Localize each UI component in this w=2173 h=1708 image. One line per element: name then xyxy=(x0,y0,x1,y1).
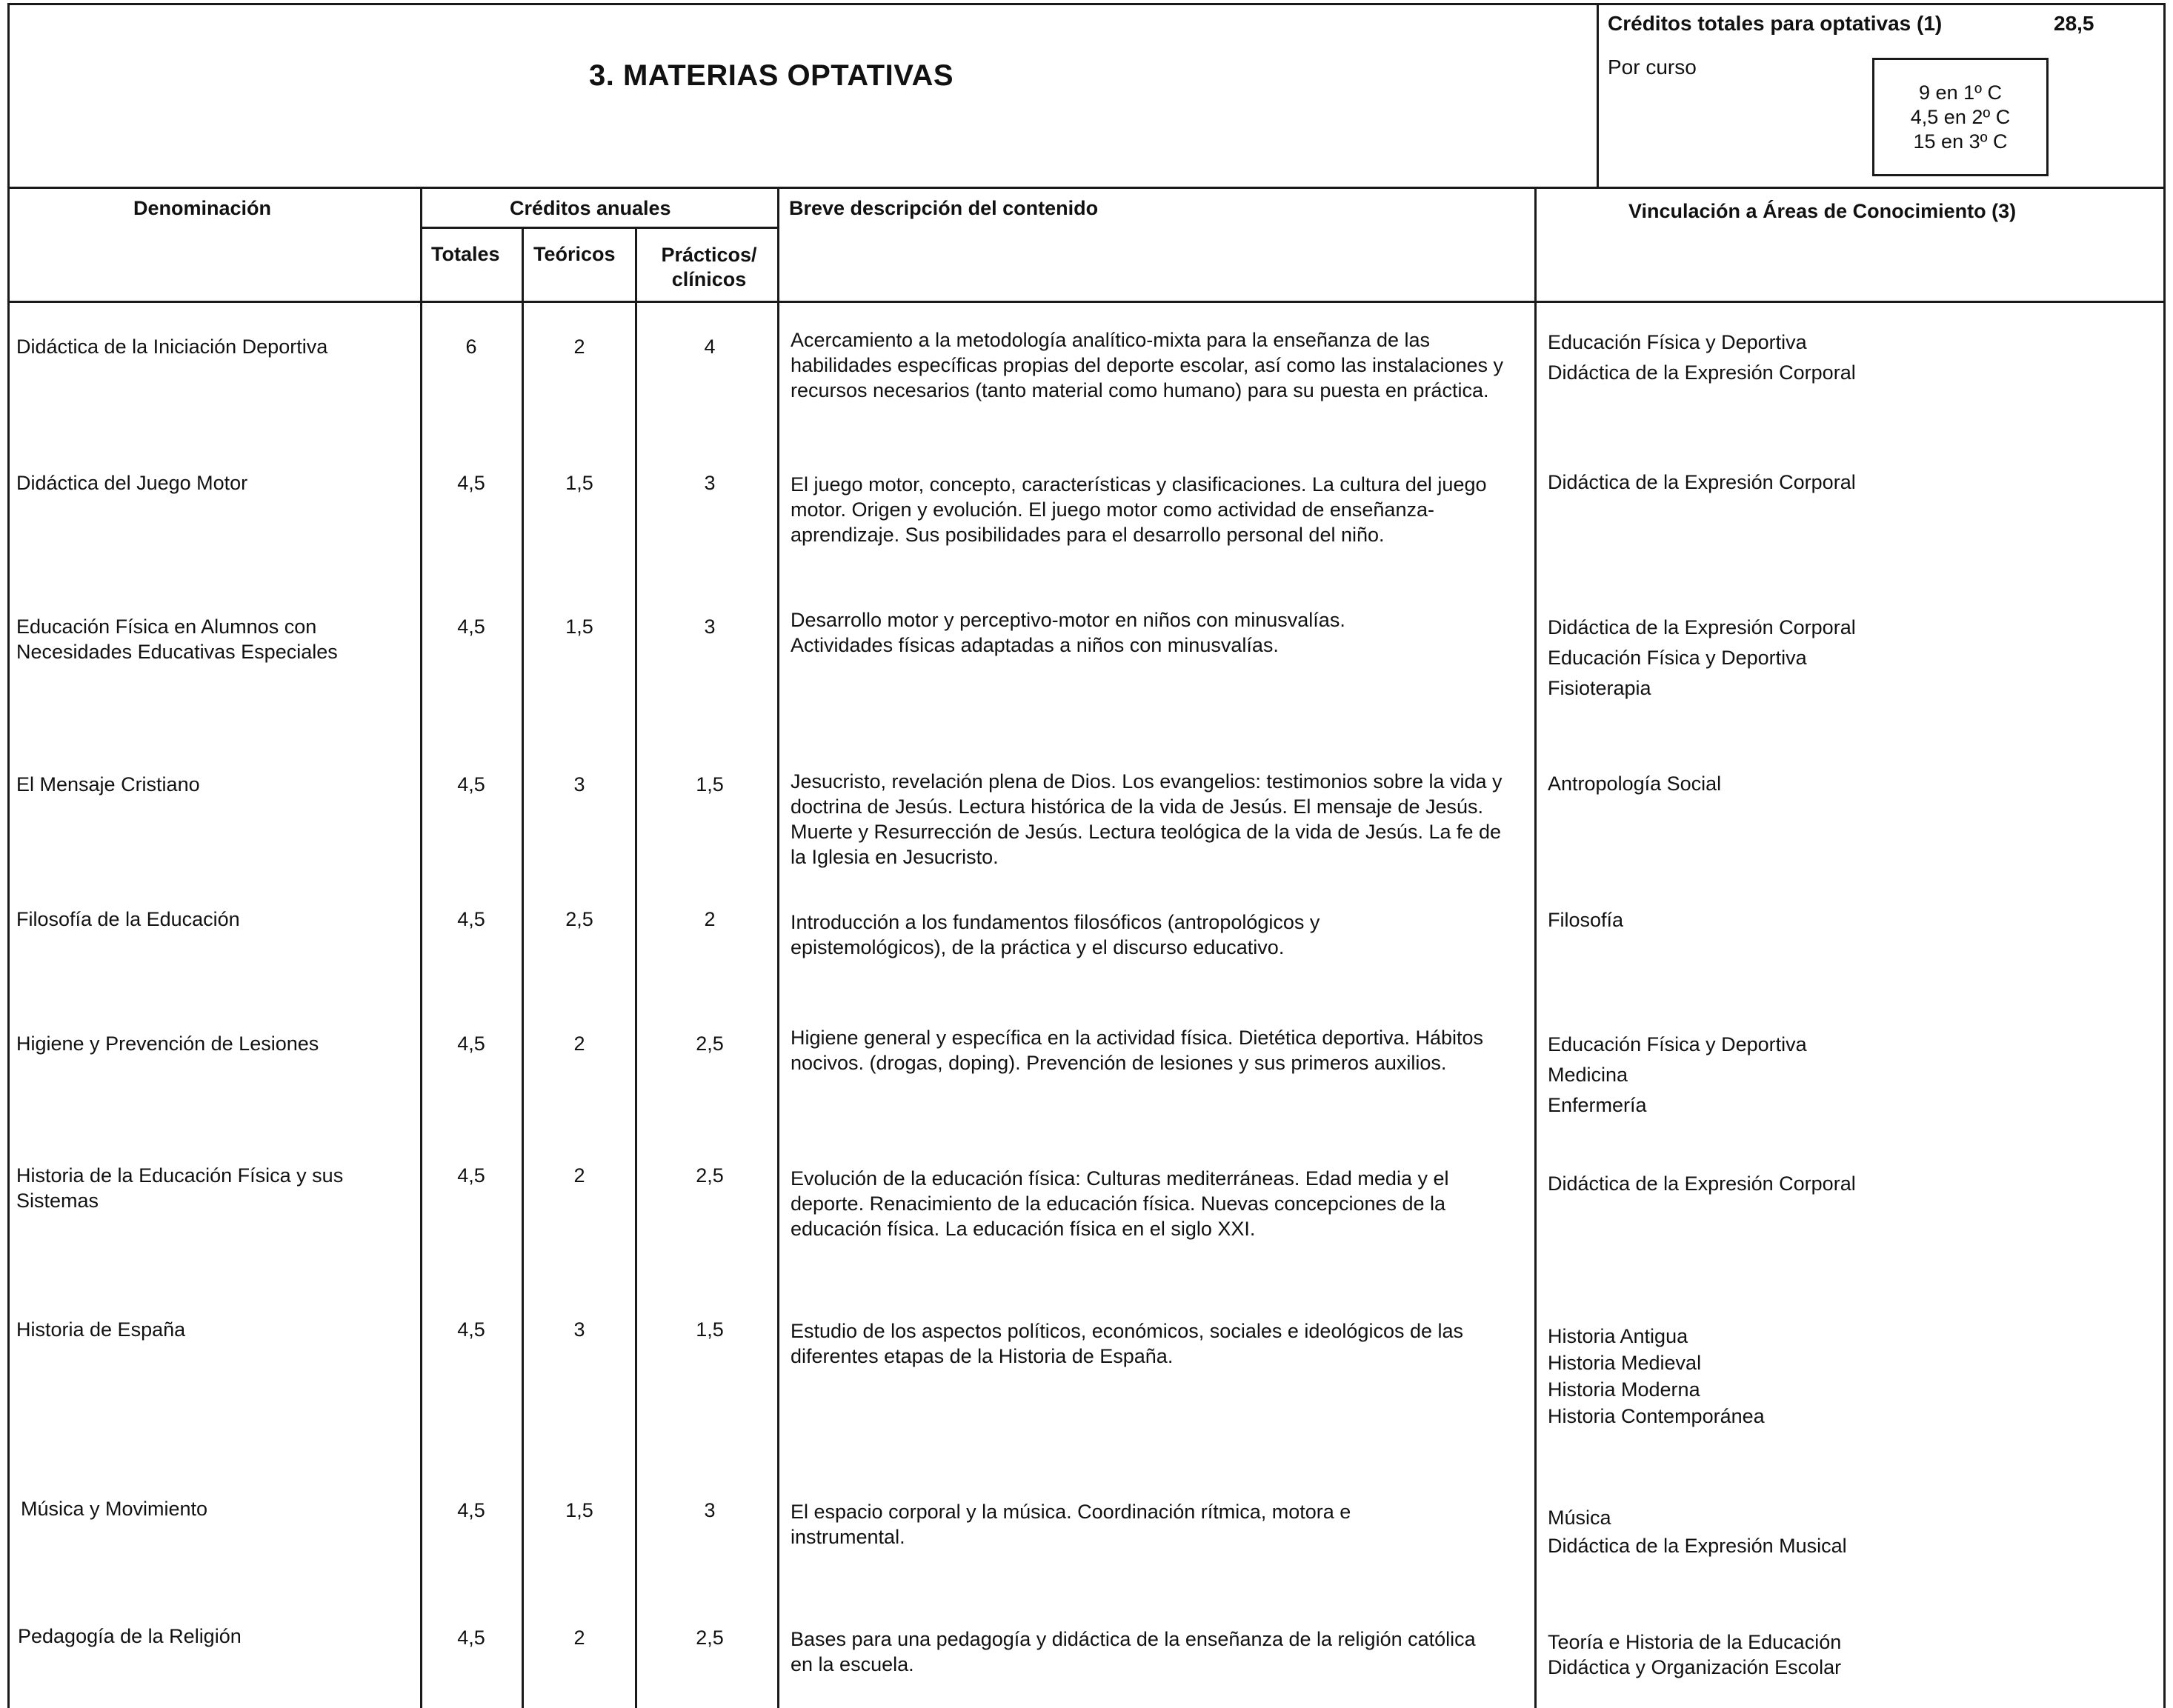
row-3-areas xyxy=(1548,613,2126,704)
row-1-areas xyxy=(1548,327,2126,388)
por-curso-label: Por curso xyxy=(1608,56,1697,79)
row-9-areas xyxy=(1548,1504,2126,1560)
col-divider-2 xyxy=(522,227,524,1708)
col-divider-5 xyxy=(1534,187,1537,1708)
col-head-practicos-2: clínicos xyxy=(671,268,747,290)
row-5-teoricos: 2,5 xyxy=(565,908,593,930)
row-7-name: Historia de la Educación Física y sus Sistemas xyxy=(16,1164,344,1212)
col-divider-4 xyxy=(777,187,779,1708)
col-head-creditos-anuales: Créditos anuales xyxy=(510,197,671,219)
row-5-name: Filosofía de la Educación xyxy=(16,908,240,930)
row-2-description: El juego motor, concepto, características y clasificaciones. La cultura del juego motor. Origen y evolución. El juego motor como actividad de enseñanza-aprendizaje. Sus posibilidades para el desarrollo personal del niño. xyxy=(791,473,1487,546)
row-1-practicos: 4 xyxy=(704,336,716,358)
por-curso-2: 4,5 en 2º C xyxy=(1910,105,2011,128)
row-4-totales: 4,5 xyxy=(457,773,485,795)
row-10-description: Bases para una pedagogía y didáctica de la enseñanza de la religión católica en la escuela. xyxy=(791,1628,1476,1675)
frame-right xyxy=(2163,3,2166,1708)
row-1-teoricos: 2 xyxy=(573,336,585,358)
row-1-name: Didáctica de la Iniciación Deportiva xyxy=(16,336,328,358)
row-9-name: Música y Movimiento xyxy=(21,1498,208,1520)
row-10-practicos: 2,5 xyxy=(696,1627,724,1649)
row-8-areas xyxy=(1548,1323,2126,1430)
col-head-totales: Totales xyxy=(431,243,500,265)
row-8-area-4: Historia Contemporánea xyxy=(1548,1405,1765,1427)
row-5-areas xyxy=(1548,905,2126,935)
row-2-totales: 4,5 xyxy=(457,472,485,494)
row-3-area-2: Educación Física y Deportiva xyxy=(1548,647,1807,669)
row-6-area-1: Educación Física y Deportiva xyxy=(1548,1033,1807,1055)
row-4-description: Jesucristo, revelación plena de Dios. Los evangelios: testimonios sobre la vida y doctrina de Jesús. Lectura histórica de la vida de Jesús. El mensaje de Jesús. Muerte y Resurrección de Jesús. Lectura teológica de la vida de Jesús. La fe de la Iglesia en Jesucristo. xyxy=(791,770,1503,868)
col-divider-1 xyxy=(420,187,422,1708)
row-7-totales: 4,5 xyxy=(457,1164,485,1187)
row-8-area-2: Historia Medieval xyxy=(1548,1352,1702,1374)
row-8-teoricos: 3 xyxy=(573,1318,585,1341)
row-3-area-1: Didáctica de la Expresión Corporal xyxy=(1548,616,1856,638)
row-9-practicos: 3 xyxy=(704,1499,716,1521)
frame-header-bottom xyxy=(7,187,2166,189)
row-1-totales: 6 xyxy=(465,336,477,358)
row-7-area-1: Didáctica de la Expresión Corporal xyxy=(1548,1172,1856,1195)
col-head-denominacion: Denominación xyxy=(133,197,272,219)
col-divider-3 xyxy=(635,227,637,1708)
row-6-area-2: Medicina xyxy=(1548,1064,1628,1086)
row-4-name: El Mensaje Cristiano xyxy=(16,773,200,795)
row-10-totales: 4,5 xyxy=(457,1627,485,1649)
row-6-description: Higiene general y específica en la actividad física. Dietética deportiva. Hábitos nocivos. (drogas, doping). Prevención de lesiones y sus primeros auxilios. xyxy=(791,1027,1484,1074)
row-2-teoricos: 1,5 xyxy=(565,472,593,494)
row-10-area-2: Didáctica y Organización Escolar xyxy=(1548,1656,1842,1678)
row-3-name: Educación Física en Alumnos con Necesidades Educativas Especiales xyxy=(16,616,338,663)
por-curso-1: 9 en 1º C xyxy=(1919,81,2002,104)
page-title: 3. MATERIAS OPTATIVAS xyxy=(589,59,954,92)
row-3-totales: 4,5 xyxy=(457,616,485,638)
row-8-area-1: Historia Antigua xyxy=(1548,1325,1688,1347)
row-7-areas xyxy=(1548,1169,2126,1199)
row-6-name: Higiene y Prevención de Lesiones xyxy=(16,1033,319,1055)
row-1-area-1: Educación Física y Deportiva xyxy=(1548,331,1807,353)
row-3-practicos: 3 xyxy=(704,616,716,638)
row-6-teoricos: 2 xyxy=(573,1033,585,1055)
row-10-name: Pedagogía de la Religión xyxy=(18,1625,242,1647)
row-5-description: Introducción a los fundamentos filosóficos (antropológicos y epistemológicos), de la práctica y el discurso educativo. xyxy=(791,911,1320,958)
row-10-teoricos: 2 xyxy=(573,1627,585,1649)
row-2-name: Didáctica del Juego Motor xyxy=(16,472,248,494)
row-5-totales: 4,5 xyxy=(457,908,485,930)
row-4-area-1: Antropología Social xyxy=(1548,773,1722,795)
row-4-practicos: 1,5 xyxy=(696,773,724,795)
row-9-area-1: Música xyxy=(1548,1507,1611,1529)
por-curso-box xyxy=(1872,58,2049,176)
header-divider xyxy=(1597,3,1599,188)
row-9-area-2: Didáctica de la Expresión Musical xyxy=(1548,1535,1847,1557)
creditos-divider xyxy=(420,227,777,229)
col-head-practicos-1: Prácticos/ xyxy=(661,244,757,266)
row-2-area-1: Didáctica de la Expresión Corporal xyxy=(1548,471,1856,493)
row-8-area-3: Historia Moderna xyxy=(1548,1378,1700,1401)
row-9-description: El espacio corporal y la música. Coordinación rítmica, motora e instrumental. xyxy=(791,1501,1351,1548)
row-8-totales: 4,5 xyxy=(457,1318,485,1341)
col-head-practicos xyxy=(646,243,772,292)
row-6-areas xyxy=(1548,1030,2126,1121)
row-6-totales: 4,5 xyxy=(457,1033,485,1055)
row-8-practicos: 1,5 xyxy=(696,1318,724,1341)
col-head-vinculacion: Vinculación a Áreas de Conocimiento (3) xyxy=(1628,200,2017,222)
row-1-description: Acercamiento a la metodología analítico-mixta para la enseñanza de las habilidades específicas propias del deporte escolar, así como las instalaciones y recursos necesarios (tanto material como humano) para su puesta en práctica. xyxy=(791,329,1504,401)
row-3-area-3: Fisioterapia xyxy=(1548,677,1651,699)
frame-colhead-bottom xyxy=(7,301,2166,303)
row-2-areas xyxy=(1548,467,2126,498)
row-3-description: Desarrollo motor y perceptivo-motor en niños con minusvalías. Actividades físicas adaptadas a niños con minusvalías. xyxy=(791,609,1345,656)
row-6-area-3: Enfermería xyxy=(1548,1094,1647,1116)
row-9-teoricos: 1,5 xyxy=(565,1499,593,1521)
row-5-practicos: 2 xyxy=(704,908,716,930)
row-7-practicos: 2,5 xyxy=(696,1164,724,1187)
credits-total-value: 28,5 xyxy=(2054,12,2094,35)
frame-top xyxy=(7,3,2166,5)
row-8-name: Historia de España xyxy=(16,1318,186,1341)
col-head-descripcion: Breve descripción del contenido xyxy=(789,197,1099,219)
row-4-teoricos: 3 xyxy=(573,773,585,795)
frame-left xyxy=(7,3,10,1708)
row-10-area-1: Teoría e Historia de la Educación xyxy=(1548,1631,1842,1653)
row-8-description: Estudio de los aspectos políticos, económicos, sociales e ideológicos de las diferentes etapas de la Historia de España. xyxy=(791,1320,1464,1367)
col-head-teoricos: Teóricos xyxy=(533,243,616,265)
por-curso-3: 15 en 3º C xyxy=(1913,130,2008,153)
row-10-areas xyxy=(1548,1629,2126,1680)
row-3-teoricos: 1,5 xyxy=(565,616,593,638)
row-6-practicos: 2,5 xyxy=(696,1033,724,1055)
row-2-practicos: 3 xyxy=(704,472,716,494)
row-4-areas xyxy=(1548,769,2126,799)
row-9-totales: 4,5 xyxy=(457,1499,485,1521)
row-5-area-1: Filosofía xyxy=(1548,909,1624,931)
row-7-teoricos: 2 xyxy=(573,1164,585,1187)
credits-total-label: Créditos totales para optativas (1) xyxy=(1608,12,1943,35)
row-7-description: Evolución de la educación física: Culturas mediterráneas. Edad media y el deporte. Renacimiento de la educación física. Nuevas concepciones de la educación física. La educación física en el siglo XXI. xyxy=(791,1167,1449,1240)
row-1-area-2: Didáctica de la Expresión Corporal xyxy=(1548,361,1856,384)
